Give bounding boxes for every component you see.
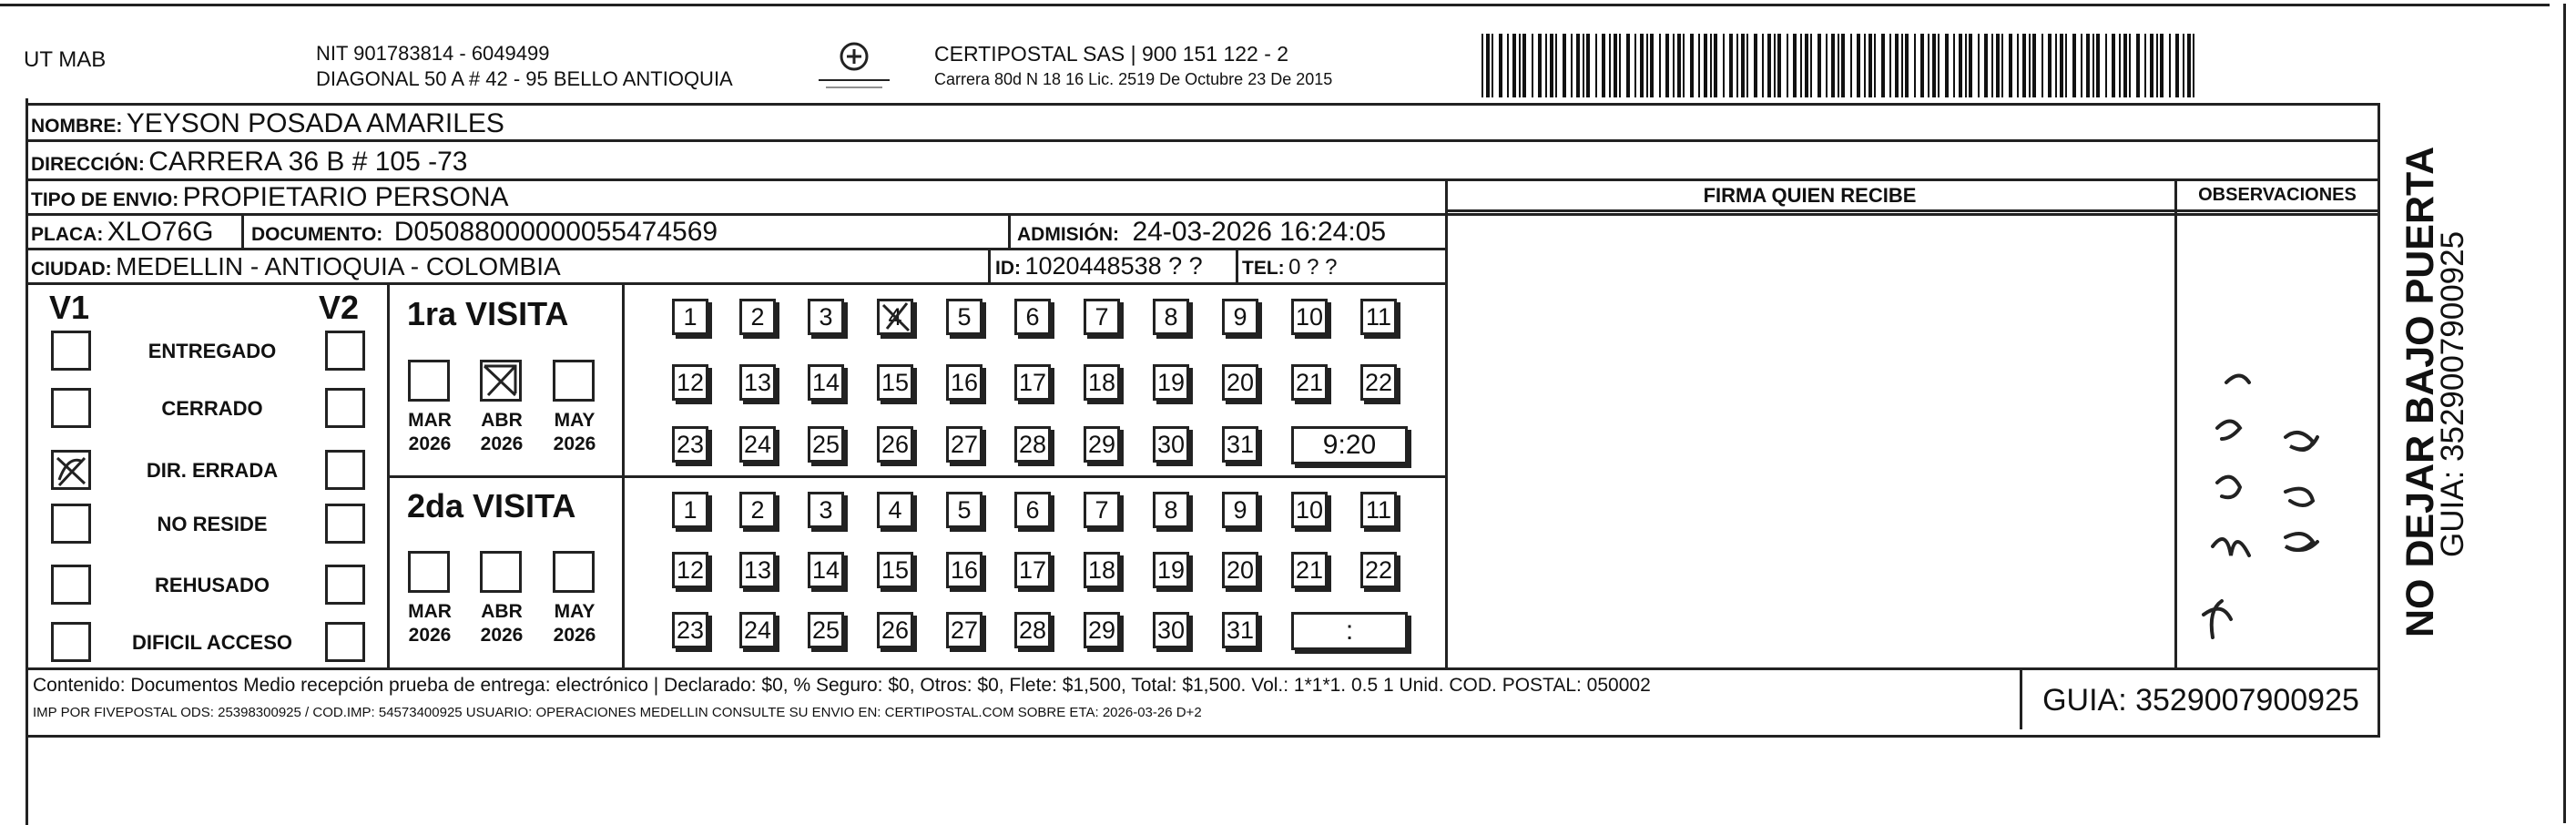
day-box[interactable]: [739, 612, 776, 648]
year-label: 2026: [408, 625, 452, 646]
year-label: 2026: [408, 433, 452, 454]
day-number: 30: [1156, 430, 1186, 458]
rule-footer: [25, 667, 2380, 670]
day-box[interactable]: [672, 426, 708, 463]
day-box[interactable]: [946, 612, 983, 648]
rule-months-days: [622, 282, 625, 667]
day-number: 20: [1226, 555, 1255, 584]
day-number: 1: [683, 495, 697, 524]
direccion-row: [31, 148, 467, 176]
day-number: 5: [957, 302, 972, 331]
day-box[interactable]: [1153, 552, 1189, 588]
time-box[interactable]: [1291, 612, 1408, 650]
ciudad-value: MEDELLIN - ANTIOQUIA - COLOMBIA: [116, 252, 561, 280]
day-box[interactable]: [946, 364, 983, 401]
day-number: 17: [1018, 368, 1047, 396]
v2-label: V2: [319, 289, 360, 326]
rule-direccion: [25, 178, 2380, 181]
reason-label: REHUSADO: [155, 574, 270, 596]
day-number: 22: [1364, 368, 1393, 396]
v2-checkbox[interactable]: [325, 565, 365, 605]
day-box[interactable]: [1360, 299, 1397, 335]
page-top-border: [0, 4, 2550, 6]
day-number: 27: [950, 616, 979, 644]
day-box[interactable]: [808, 552, 844, 588]
day-number: 7: [1095, 302, 1109, 331]
day-number: 10: [1295, 302, 1324, 331]
month-checkbox[interactable]: [553, 551, 595, 593]
day-number: 24: [743, 616, 772, 644]
day-box[interactable]: [1291, 552, 1328, 588]
reason-label: ENTREGADO: [148, 340, 277, 362]
day-number: 11: [1365, 495, 1392, 524]
observation-handwriting: [2176, 300, 2349, 665]
day-number: 28: [1018, 430, 1047, 458]
month-label: ABR: [481, 601, 523, 622]
footer-guia: GUIA: 3529007900925: [2042, 683, 2359, 718]
company-name: UT MAB: [24, 47, 107, 72]
day-number: 13: [743, 368, 772, 396]
rule-ciudad: [25, 282, 1448, 285]
day-number: 26: [881, 616, 910, 644]
month-checkbox[interactable]: [553, 360, 595, 402]
year-label: 2026: [480, 625, 524, 646]
month-label: MAR: [408, 601, 452, 622]
day-box[interactable]: [1222, 492, 1258, 528]
day-box[interactable]: [877, 552, 913, 588]
day-number: 3: [819, 302, 833, 331]
reason-label: DIR. ERRADA: [146, 459, 279, 482]
day-number: 31: [1226, 616, 1255, 644]
day-box[interactable]: [1360, 552, 1397, 588]
admision-value: 24-03-2026 16:24:05: [1132, 217, 1387, 247]
barcode: [1481, 34, 2201, 97]
day-number: 8: [1164, 302, 1178, 331]
month-checkbox[interactable]: [408, 551, 450, 593]
day-box[interactable]: [1014, 612, 1051, 648]
day-number: 26: [881, 430, 910, 458]
year-label: 2026: [480, 433, 524, 454]
day-number: 21: [1295, 555, 1324, 584]
day-box[interactable]: [808, 299, 844, 335]
day-box[interactable]: [1153, 612, 1189, 648]
day-box[interactable]: [1360, 492, 1397, 528]
footer-contenido: Contenido: Documentos Medio recepción prueba de entrega: electrónico | Declarado: $0, % Seguro: $0, Otros: $0, Flete: $1,500, Total: $1,500. Vol.: 1*1*1. 0.5 1 Unid. COD. POSTAL: 050002: [33, 675, 1651, 696]
tipo-label: TIPO DE ENVIO:: [31, 189, 179, 210]
v2-checkbox[interactable]: [325, 331, 365, 371]
day-number: 14: [811, 555, 840, 584]
day-box[interactable]: [808, 612, 844, 648]
documento-label: DOCUMENTO:: [251, 224, 383, 245]
day-box[interactable]: [739, 364, 776, 401]
day-box[interactable]: [1153, 299, 1189, 335]
time-value: 9:20: [1322, 430, 1377, 460]
year-label: 2026: [553, 625, 596, 646]
direccion-label: DIRECCIÓN:: [31, 154, 145, 175]
day-number: 3: [819, 495, 833, 524]
day-box[interactable]: [808, 492, 844, 528]
day-box[interactable]: [672, 492, 708, 528]
direccion-value: CARRERA 36 B # 105 -73: [148, 147, 468, 177]
reason-label: DIFICIL ACCESO: [131, 631, 292, 654]
nombre-label: NOMBRE:: [31, 116, 123, 137]
day-number: 25: [811, 616, 840, 644]
day-number: 16: [950, 368, 979, 396]
day-number: 6: [1025, 495, 1040, 524]
tel-value: 0 ? ?: [1288, 255, 1338, 280]
day-box[interactable]: [946, 552, 983, 588]
day-box[interactable]: [1222, 364, 1258, 401]
v1-checkbox[interactable]: [51, 622, 91, 662]
day-number: 17: [1018, 555, 1047, 584]
day-box[interactable]: [1084, 426, 1120, 463]
day-number: 11: [1365, 302, 1392, 331]
day-number: 12: [676, 368, 705, 396]
day-box[interactable]: [877, 612, 913, 648]
day-box[interactable]: [808, 426, 844, 463]
day-box[interactable]: [1084, 492, 1120, 528]
admision-label: ADMISIÓN:: [1017, 224, 1119, 245]
id-value: 1020448538 ? ?: [1024, 252, 1203, 280]
day-box[interactable]: [877, 364, 913, 401]
day-number: 22: [1364, 555, 1393, 584]
day-number: 12: [676, 555, 705, 584]
placa-row: [31, 219, 214, 246]
day-box[interactable]: [877, 492, 913, 528]
certipostal-title: CERTIPOSTAL SAS | 900 151 122 - 2: [934, 42, 1289, 66]
observaciones-header: OBSERVACIONES: [2198, 185, 2357, 205]
tel-label: TEL:: [1242, 258, 1285, 279]
day-box[interactable]: [1153, 426, 1189, 463]
day-number: 19: [1156, 368, 1186, 396]
day-box[interactable]: [1360, 364, 1397, 401]
day-number: 1: [683, 302, 697, 331]
v1-checkbox[interactable]: [51, 450, 91, 490]
v1-checkbox[interactable]: [51, 388, 91, 428]
placa-label: PLACA:: [31, 224, 104, 245]
day-number: 31: [1226, 430, 1255, 458]
day-number: 5: [957, 495, 972, 524]
day-number: 10: [1295, 495, 1324, 524]
first-visit-title: 1ra VISITA: [407, 295, 569, 332]
ciudad-label: CIUDAD:: [31, 259, 112, 280]
placa-value: XLO76G: [107, 217, 214, 247]
day-box[interactable]: [672, 612, 708, 648]
tipo-value: PROPIETARIO PERSONA: [182, 182, 509, 212]
day-box[interactable]: [672, 364, 708, 401]
day-number: 29: [1087, 430, 1116, 458]
v2-checkbox[interactable]: [325, 622, 365, 662]
day-box[interactable]: [672, 552, 708, 588]
year-label: 2026: [553, 433, 596, 454]
day-number: 18: [1087, 555, 1116, 584]
day-box[interactable]: [1291, 364, 1328, 401]
day-box[interactable]: [1014, 364, 1051, 401]
tel-row: [1242, 257, 1338, 279]
nit-text: NIT 901783814 - 6049499: [316, 42, 550, 65]
day-box[interactable]: [672, 299, 708, 335]
second-visit-title: 2da VISITA: [407, 487, 576, 525]
day-number: 23: [676, 616, 705, 644]
day-number: 7: [1095, 495, 1109, 524]
day-number: 25: [811, 430, 840, 458]
day-box[interactable]: [1291, 492, 1328, 528]
day-box[interactable]: [1084, 552, 1120, 588]
v1-checkbox[interactable]: [51, 504, 91, 544]
page-right-border: [2563, 4, 2566, 823]
day-box[interactable]: [1222, 552, 1258, 588]
day-box[interactable]: [946, 299, 983, 335]
rule-guia-box: [2020, 667, 2022, 729]
day-box[interactable]: [808, 364, 844, 401]
month-label: ABR: [481, 410, 523, 431]
v1-checkbox[interactable]: [51, 331, 91, 371]
day-number: 18: [1087, 368, 1116, 396]
day-box[interactable]: [1014, 426, 1051, 463]
day-number: 19: [1156, 555, 1186, 584]
day-box[interactable]: [1153, 492, 1189, 528]
day-number: 2: [750, 302, 765, 331]
certipostal-logo: [813, 40, 895, 95]
rule-obs-header: [2174, 209, 2380, 212]
license-text: Carrera 80d N 18 16 Lic. 2519 De Octubre 23 De 2015: [934, 70, 1333, 88]
reason-label: CERRADO: [161, 397, 263, 420]
rule-id-tel: [1236, 248, 1238, 282]
rule-nombre: [25, 139, 2380, 142]
day-box[interactable]: [739, 426, 776, 463]
firma-header: FIRMA QUIEN RECIBE: [1703, 184, 1917, 207]
rule-firma-header: [1445, 209, 2174, 212]
day-number: 14: [811, 368, 840, 396]
day-box[interactable]: [1014, 552, 1051, 588]
day-number: 4: [888, 495, 902, 524]
time-box[interactable]: [1291, 426, 1408, 464]
day-box[interactable]: [739, 552, 776, 588]
month-checkbox[interactable]: [480, 360, 522, 402]
day-box[interactable]: [1014, 492, 1051, 528]
day-number: 9: [1233, 302, 1247, 331]
day-number: 8: [1164, 495, 1178, 524]
v1-label: V1: [49, 289, 90, 326]
nombre-value: YEYSON POSADA AMARILES: [126, 108, 504, 138]
day-number: 13: [743, 555, 772, 584]
day-box[interactable]: [1222, 612, 1258, 648]
day-number: 23: [676, 430, 705, 458]
day-number: 9: [1233, 495, 1247, 524]
rule-reasons-visits: [387, 282, 390, 667]
documento-value: D05088000000055474569: [393, 217, 718, 247]
month-label: MAR: [408, 410, 452, 431]
rule-ciudad-id: [988, 248, 991, 282]
day-number: 28: [1018, 616, 1047, 644]
day-box[interactable]: [946, 492, 983, 528]
day-number: 27: [950, 430, 979, 458]
v2-checkbox[interactable]: [325, 388, 365, 428]
day-box[interactable]: [1291, 299, 1328, 335]
day-number: 20: [1226, 368, 1255, 396]
sender-address: DIAGONAL 50 A # 42 - 95 BELLO ANTIOQUIA: [316, 67, 733, 90]
day-box[interactable]: [1084, 612, 1120, 648]
day-number: 6: [1025, 302, 1040, 331]
day-box[interactable]: [739, 299, 776, 335]
rule-visit-split: [387, 475, 1448, 478]
month-label: MAY: [554, 601, 596, 622]
day-box[interactable]: [1084, 364, 1120, 401]
admision-row: [1017, 219, 1386, 246]
month-label: MAY: [554, 410, 596, 431]
id-label: ID:: [995, 258, 1021, 279]
v1-checkbox[interactable]: [51, 565, 91, 605]
rule-placa-doc: [241, 213, 244, 248]
day-number: 2: [750, 495, 765, 524]
day-box[interactable]: [1222, 299, 1258, 335]
v2-checkbox[interactable]: [325, 450, 365, 490]
day-box[interactable]: [1222, 426, 1258, 463]
day-box[interactable]: [877, 426, 913, 463]
month-checkbox[interactable]: [408, 360, 450, 402]
day-number: 15: [881, 555, 910, 584]
reason-label: NO RESIDE: [157, 513, 268, 535]
ciudad-row: [31, 254, 561, 280]
month-checkbox[interactable]: [480, 551, 522, 593]
side-guia: GUIA: 3529007900925: [2435, 230, 2470, 557]
day-number: 21: [1295, 368, 1324, 396]
day-number: 24: [743, 430, 772, 458]
id-row: [995, 254, 1203, 279]
day-number: 30: [1156, 616, 1186, 644]
day-box[interactable]: [877, 299, 913, 335]
day-number: 29: [1087, 616, 1116, 644]
day-box[interactable]: [1084, 299, 1120, 335]
day-box[interactable]: [946, 426, 983, 463]
footer-imp: IMP POR FIVEPOSTAL ODS: 25398300925 / COD.IMP: 54573400925 USUARIO: OPERACIONES MEDELLIN CONSULTE SU ENVIO EN: CERTIPOSTAL.COM SOBRE ETA: 2026-03-26 D+2: [33, 705, 1202, 720]
day-box[interactable]: [1153, 364, 1189, 401]
rule-doc-admision: [1008, 213, 1011, 248]
documento-row: [251, 219, 718, 246]
signature-area[interactable]: [1449, 213, 2174, 667]
day-number: 16: [950, 555, 979, 584]
rule-form-right: [1445, 178, 1448, 667]
tipo-row: [31, 184, 509, 211]
side-warning: NO DEJAR BAJO PUERTA: [2398, 146, 2442, 637]
rule-placa: [25, 248, 1448, 250]
day-number: 4: [888, 302, 902, 331]
time-value: :: [1345, 616, 1354, 646]
day-number: 15: [881, 368, 910, 396]
nombre-row: [31, 110, 504, 138]
day-box[interactable]: [739, 492, 776, 528]
day-box[interactable]: [1014, 299, 1051, 335]
v2-checkbox[interactable]: [325, 504, 365, 544]
